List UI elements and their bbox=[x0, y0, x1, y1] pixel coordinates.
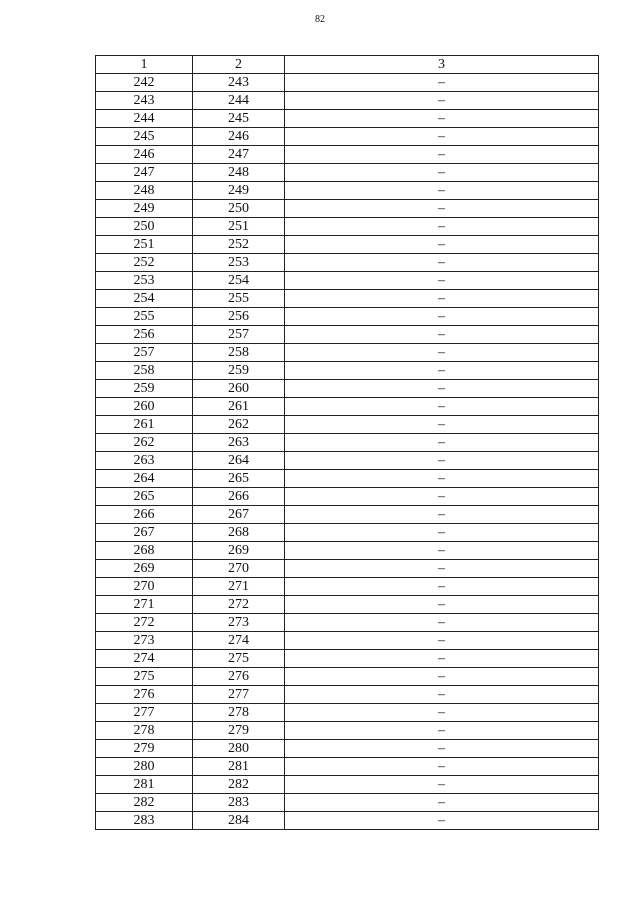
table-row bbox=[96, 650, 599, 668]
table-cell-col-3: – bbox=[285, 794, 599, 812]
table-cell-col-2: 259 bbox=[193, 362, 285, 380]
table-cell-col-3: – bbox=[285, 560, 599, 578]
table-cell-col-2: 256 bbox=[193, 308, 285, 326]
table-row bbox=[96, 812, 599, 830]
table-cell-col-2: 272 bbox=[193, 596, 285, 614]
table-cell-col-1: 266 bbox=[96, 506, 193, 524]
table-header-row bbox=[96, 56, 599, 74]
table-cell-col-3: – bbox=[285, 470, 599, 488]
table-cell-col-3: – bbox=[285, 164, 599, 182]
table-cell-col-3: – bbox=[285, 344, 599, 362]
table-cell-col-1: 252 bbox=[96, 254, 193, 272]
table-row bbox=[96, 164, 599, 182]
table-cell-col-1: 281 bbox=[96, 776, 193, 794]
table-cell-col-1: 249 bbox=[96, 200, 193, 218]
table-cell-col-3: – bbox=[285, 290, 599, 308]
table-row bbox=[96, 632, 599, 650]
table-cell-col-1: 269 bbox=[96, 560, 193, 578]
table-cell-col-1: 246 bbox=[96, 146, 193, 164]
table-row bbox=[96, 380, 599, 398]
table-cell-col-3: – bbox=[285, 236, 599, 254]
table-row bbox=[96, 110, 599, 128]
table-cell-col-1: 265 bbox=[96, 488, 193, 506]
table-cell-col-3: – bbox=[285, 254, 599, 272]
table-row bbox=[96, 308, 599, 326]
page-number: 82 bbox=[315, 14, 325, 25]
table-cell-col-1: 262 bbox=[96, 434, 193, 452]
table-cell-col-1: 278 bbox=[96, 722, 193, 740]
table-cell-col-3: – bbox=[285, 92, 599, 110]
table-cell-col-3: – bbox=[285, 110, 599, 128]
table-row bbox=[96, 344, 599, 362]
table-cell-col-2: 255 bbox=[193, 290, 285, 308]
table-cell-col-3: – bbox=[285, 614, 599, 632]
table-cell-col-1: 272 bbox=[96, 614, 193, 632]
table-row bbox=[96, 128, 599, 146]
table-cell-col-3: – bbox=[285, 272, 599, 290]
table-cell-col-2: 258 bbox=[193, 344, 285, 362]
table-cell-col-3: – bbox=[285, 506, 599, 524]
table-cell-col-3: – bbox=[285, 542, 599, 560]
table-cell-col-3: – bbox=[285, 308, 599, 326]
table-cell-col-2: 261 bbox=[193, 398, 285, 416]
table-cell-col-2: 276 bbox=[193, 668, 285, 686]
table-cell-col-2: 282 bbox=[193, 776, 285, 794]
table-cell-col-1: 282 bbox=[96, 794, 193, 812]
table-cell-col-1: 256 bbox=[96, 326, 193, 344]
table-cell-col-1: 283 bbox=[96, 812, 193, 830]
table-cell-col-3: – bbox=[285, 218, 599, 236]
table-row bbox=[96, 416, 599, 434]
table-cell-col-3: – bbox=[285, 596, 599, 614]
table-cell-col-2: 270 bbox=[193, 560, 285, 578]
table-cell-col-1: 260 bbox=[96, 398, 193, 416]
table-row bbox=[96, 182, 599, 200]
table-cell-col-2: 253 bbox=[193, 254, 285, 272]
table-row bbox=[96, 398, 599, 416]
table-row bbox=[96, 740, 599, 758]
table-cell-col-3: – bbox=[285, 452, 599, 470]
table-cell-col-1: 279 bbox=[96, 740, 193, 758]
table-row bbox=[96, 524, 599, 542]
table-cell-col-1: 267 bbox=[96, 524, 193, 542]
table-cell-col-1: 245 bbox=[96, 128, 193, 146]
table-cell-col-2: 248 bbox=[193, 164, 285, 182]
table-row bbox=[96, 434, 599, 452]
table-row bbox=[96, 542, 599, 560]
table-row bbox=[96, 794, 599, 812]
table-row bbox=[96, 452, 599, 470]
table-cell-col-2: 269 bbox=[193, 542, 285, 560]
table-cell-col-2: 275 bbox=[193, 650, 285, 668]
table-cell-col-2: 267 bbox=[193, 506, 285, 524]
table-row bbox=[96, 596, 599, 614]
table-cell-col-3: – bbox=[285, 488, 599, 506]
table-cell-col-1: 268 bbox=[96, 542, 193, 560]
table-cell-col-2: 250 bbox=[193, 200, 285, 218]
table-cell-col-3: – bbox=[285, 650, 599, 668]
table-row bbox=[96, 758, 599, 776]
table-cell-col-3: – bbox=[285, 200, 599, 218]
table-cell-col-1: 242 bbox=[96, 74, 193, 92]
table-cell-col-1: 261 bbox=[96, 416, 193, 434]
column-header-2: 2 bbox=[193, 56, 285, 74]
table-cell-col-3: – bbox=[285, 146, 599, 164]
table-cell-col-3: – bbox=[285, 128, 599, 146]
table-row bbox=[96, 92, 599, 110]
table-cell-col-3: – bbox=[285, 704, 599, 722]
table-cell-col-2: 279 bbox=[193, 722, 285, 740]
table-cell-col-1: 263 bbox=[96, 452, 193, 470]
table-cell-col-2: 247 bbox=[193, 146, 285, 164]
table-cell-col-2: 273 bbox=[193, 614, 285, 632]
table-cell-col-3: – bbox=[285, 416, 599, 434]
table-cell-col-3: – bbox=[285, 434, 599, 452]
table-row bbox=[96, 146, 599, 164]
table-cell-col-3: – bbox=[285, 524, 599, 542]
table-cell-col-2: 245 bbox=[193, 110, 285, 128]
table-cell-col-2: 252 bbox=[193, 236, 285, 254]
table-cell-col-2: 244 bbox=[193, 92, 285, 110]
table-cell-col-3: – bbox=[285, 632, 599, 650]
table-row bbox=[96, 74, 599, 92]
table-cell-col-1: 253 bbox=[96, 272, 193, 290]
table-row bbox=[96, 236, 599, 254]
table-cell-col-3: – bbox=[285, 326, 599, 344]
table-cell-col-1: 274 bbox=[96, 650, 193, 668]
table-row bbox=[96, 668, 599, 686]
table-row bbox=[96, 326, 599, 344]
table-cell-col-3: – bbox=[285, 182, 599, 200]
table-cell-col-1: 248 bbox=[96, 182, 193, 200]
table-cell-col-3: – bbox=[285, 668, 599, 686]
table-cell-col-2: 260 bbox=[193, 380, 285, 398]
table-row bbox=[96, 470, 599, 488]
table-cell-col-1: 250 bbox=[96, 218, 193, 236]
table-cell-col-3: – bbox=[285, 578, 599, 596]
table-cell-col-1: 276 bbox=[96, 686, 193, 704]
table-cell-col-2: 249 bbox=[193, 182, 285, 200]
column-header-3: 3 bbox=[285, 56, 599, 74]
table-cell-col-2: 274 bbox=[193, 632, 285, 650]
table-cell-col-2: 257 bbox=[193, 326, 285, 344]
table-cell-col-2: 265 bbox=[193, 470, 285, 488]
table-cell-col-1: 247 bbox=[96, 164, 193, 182]
table-cell-col-2: 251 bbox=[193, 218, 285, 236]
table-cell-col-1: 264 bbox=[96, 470, 193, 488]
table-cell-col-2: 264 bbox=[193, 452, 285, 470]
table-cell-col-1: 270 bbox=[96, 578, 193, 596]
table-body bbox=[96, 74, 599, 830]
table-row bbox=[96, 776, 599, 794]
table-row bbox=[96, 704, 599, 722]
table-cell-col-3: – bbox=[285, 758, 599, 776]
table-cell-col-1: 244 bbox=[96, 110, 193, 128]
table-cell-col-3: – bbox=[285, 686, 599, 704]
table-cell-col-1: 280 bbox=[96, 758, 193, 776]
table-cell-col-2: 268 bbox=[193, 524, 285, 542]
table-row bbox=[96, 272, 599, 290]
table-cell-col-2: 278 bbox=[193, 704, 285, 722]
table-cell-col-1: 259 bbox=[96, 380, 193, 398]
table-cell-col-3: – bbox=[285, 722, 599, 740]
table-cell-col-3: – bbox=[285, 398, 599, 416]
table-cell-col-2: 277 bbox=[193, 686, 285, 704]
data-table bbox=[95, 55, 599, 830]
table-cell-col-2: 283 bbox=[193, 794, 285, 812]
table-cell-col-1: 254 bbox=[96, 290, 193, 308]
table-cell-col-3: – bbox=[285, 812, 599, 830]
table-cell-col-2: 266 bbox=[193, 488, 285, 506]
table-row bbox=[96, 560, 599, 578]
column-header-1: 1 bbox=[96, 56, 193, 74]
table-row bbox=[96, 290, 599, 308]
table-cell-col-2: 271 bbox=[193, 578, 285, 596]
table-row bbox=[96, 200, 599, 218]
table-row bbox=[96, 686, 599, 704]
table-cell-col-1: 257 bbox=[96, 344, 193, 362]
table-cell-col-1: 273 bbox=[96, 632, 193, 650]
table-row bbox=[96, 722, 599, 740]
table-row bbox=[96, 254, 599, 272]
table-cell-col-2: 284 bbox=[193, 812, 285, 830]
table-row bbox=[96, 488, 599, 506]
table-cell-col-2: 243 bbox=[193, 74, 285, 92]
table-cell-col-3: – bbox=[285, 380, 599, 398]
table-cell-col-1: 277 bbox=[96, 704, 193, 722]
table-cell-col-1: 251 bbox=[96, 236, 193, 254]
table-cell-col-1: 271 bbox=[96, 596, 193, 614]
table-cell-col-2: 262 bbox=[193, 416, 285, 434]
table-cell-col-3: – bbox=[285, 362, 599, 380]
table-cell-col-2: 281 bbox=[193, 758, 285, 776]
table-cell-col-1: 243 bbox=[96, 92, 193, 110]
table-row bbox=[96, 506, 599, 524]
table-cell-col-3: – bbox=[285, 776, 599, 794]
table-row bbox=[96, 614, 599, 632]
table-cell-col-3: – bbox=[285, 74, 599, 92]
table-cell-col-3: – bbox=[285, 740, 599, 758]
table-cell-col-2: 280 bbox=[193, 740, 285, 758]
table-cell-col-2: 254 bbox=[193, 272, 285, 290]
table-cell-col-1: 255 bbox=[96, 308, 193, 326]
table-row bbox=[96, 362, 599, 380]
table-cell-col-1: 258 bbox=[96, 362, 193, 380]
table-cell-col-2: 263 bbox=[193, 434, 285, 452]
table-row bbox=[96, 218, 599, 236]
table-row bbox=[96, 578, 599, 596]
table-cell-col-2: 246 bbox=[193, 128, 285, 146]
table-cell-col-1: 275 bbox=[96, 668, 193, 686]
